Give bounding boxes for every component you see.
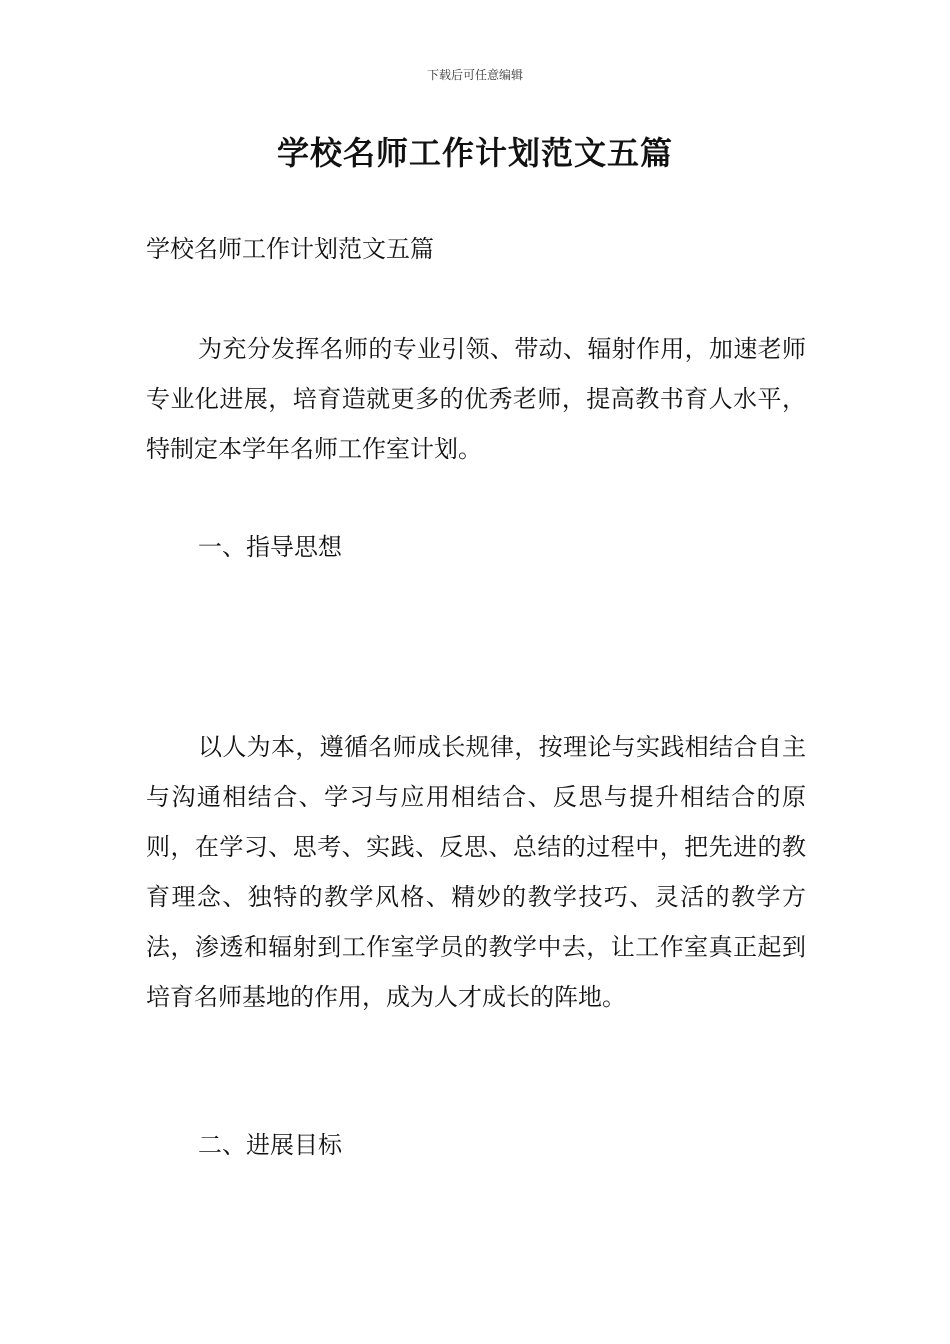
paragraph-intro: 为充分发挥名师的专业引领、带动、辐射作用，加速老师专业化进展，培育造就更多的优秀老师，提高教书育人水平，特制定本学年名师工作室计划。	[146, 335, 806, 463]
paragraph-guiding-ideology: 以人为本，遵循名师成长规律，按理论与实践相结合自主与沟通相结合、学习与应用相结合、反思与提升相结合的原则，在学习、思考、实践、反思、总结的过程中，把先进的教育理念、独特的教学风格、精妙的教学技巧、灵活的教学方法，渗透和辐射到工作室学员的教学中去，让工作室真正起到培育名师基地的作用，成为人才成长的阵地。	[146, 733, 806, 1011]
document-title: 学校名师工作计划范文五篇	[276, 134, 673, 172]
header-note: 下载后可任意编辑	[426, 68, 523, 82]
section-heading-development-goals: 二、进展目标	[198, 1131, 342, 1159]
document-subtitle: 学校名师工作计划范文五篇	[146, 235, 434, 263]
section-heading-guiding-ideology: 一、指导思想	[198, 533, 342, 561]
